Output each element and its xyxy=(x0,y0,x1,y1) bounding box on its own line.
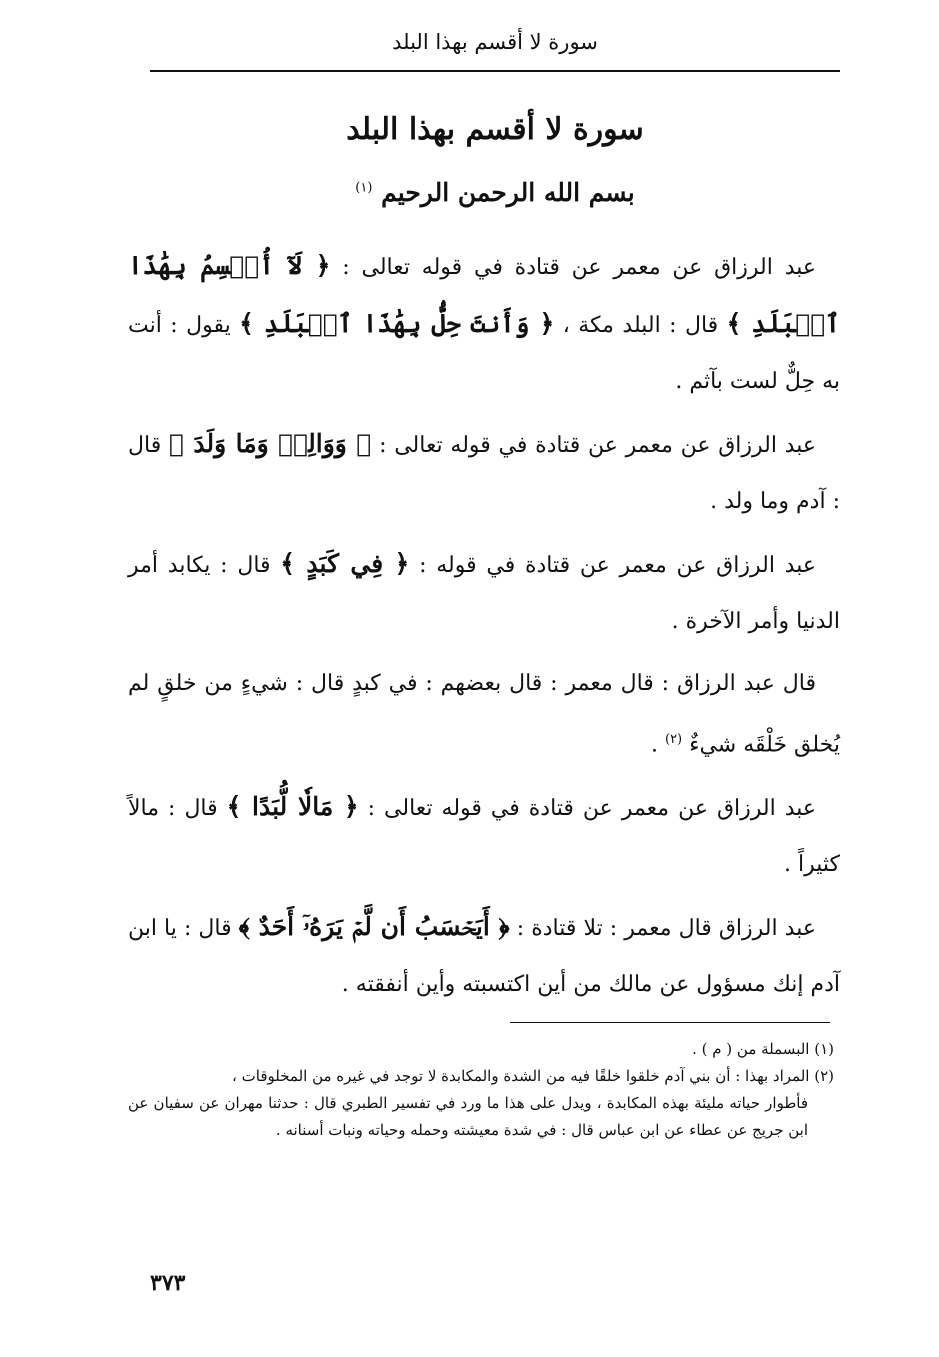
paragraph xyxy=(128,656,840,773)
paragraph-text: قال : يكابد أمر الدنيا وأمر الآخرة . xyxy=(128,553,840,634)
quran-verse: ﴿ وَأَنتَ حِلُّۢ بِهَٰذَا ٱلۡبَلَدِ ﴾ xyxy=(239,309,555,338)
paragraph xyxy=(128,779,840,893)
footnote-ref-1: (١) xyxy=(355,180,373,196)
body-text xyxy=(128,238,840,1019)
paragraph-text: قال : مالاً كثيراً . xyxy=(128,796,840,878)
quran-verse: ﴿ مَالٗا لُّبَدًا ﴾ xyxy=(226,792,359,822)
footnotes xyxy=(128,1036,834,1144)
footnote-2: (٢) المراد بهذا : أن بني آدم خلقوا خلقًا فيه من الشدة والمكابدة لا توجد في غيره من المخلوقات ، xyxy=(232,1067,834,1085)
paragraph xyxy=(128,238,840,410)
paragraph-text: يقول : أنت به حِلٌّ لست بآثم . xyxy=(128,313,840,394)
running-header: سورة لا أقسم بهذا البلد xyxy=(392,30,598,54)
quran-verse: ﴿ أَيَحۡسَبُ أَن لَّمۡ يَرَهُۥٓ أَحَدٌ ﴾ xyxy=(238,912,510,942)
quran-verse: ﴿ لَآ أُقۡسِمُ بِهَٰذَا ٱلۡبَلَدِ ﴾ xyxy=(128,251,840,338)
paragraph-text: عبد الرزاق عن معمر عن قتادة في قوله تعالى : xyxy=(342,255,817,280)
paragraph xyxy=(128,416,840,530)
footnote-2-continuation: فأطوار حياته مليئة بهذه المكابدة ، ويدل على هذا ما ورد في تفسير الطبري قال : حدثنا مهران عن سفيان عن ابن جريج عن عطاء عن ابن عباس قال : في شدة معيشته وحمله وحياته ونبات أسنانه . xyxy=(128,1094,808,1139)
paragraph-text: . xyxy=(650,732,658,758)
paragraph-text: عبد الرزاق قال معمر : تلا قتادة : xyxy=(516,916,816,942)
header-rule xyxy=(150,70,840,72)
quran-verse: ﴿ فِي كَبَدٍ ﴾ xyxy=(280,549,410,578)
basmala-text: بسم الله الرحمن الرحيم xyxy=(381,178,635,207)
paragraph-text: قال : البلد مكة ، xyxy=(562,313,719,338)
basmala xyxy=(150,178,840,207)
quran-verse: ﴿ وَوَالِدٖ وَمَا وَلَدَ ﴾ xyxy=(168,429,372,458)
page-number: ٣٧٣ xyxy=(150,1270,186,1296)
paragraph-text: قال : آدم وما ولد . xyxy=(128,433,840,514)
footnote-1: (١) البسملة من ( م ) . xyxy=(692,1040,834,1058)
paragraph-text: عبد الرزاق عن معمر عن قتادة في قوله : xyxy=(419,553,816,578)
footnote-rule xyxy=(510,1022,830,1023)
paragraph-text: عبد الرزاق عن معمر عن قتادة في قوله تعالى : xyxy=(367,796,817,822)
paragraph-text: قال عبد الرزاق : قال معمر : قال بعضهم : في كبدٍ قال : شيءٍ من خلقٍ لم يُخلق خَلْقَه شيءٌ xyxy=(128,671,840,758)
surah-title: سورة لا أقسم بهذا البلد xyxy=(346,112,644,147)
paragraph xyxy=(128,536,840,650)
footnote-ref-2: (٢) xyxy=(664,732,683,747)
paragraph-text: قال : يا ابن آدم إنك مسؤول عن مالك من أين اكتسبته وأين أنفقته . xyxy=(128,916,840,998)
paragraph-text: عبد الرزاق عن معمر عن قتادة في قوله تعالى : xyxy=(379,433,816,458)
paragraph xyxy=(128,899,840,1013)
